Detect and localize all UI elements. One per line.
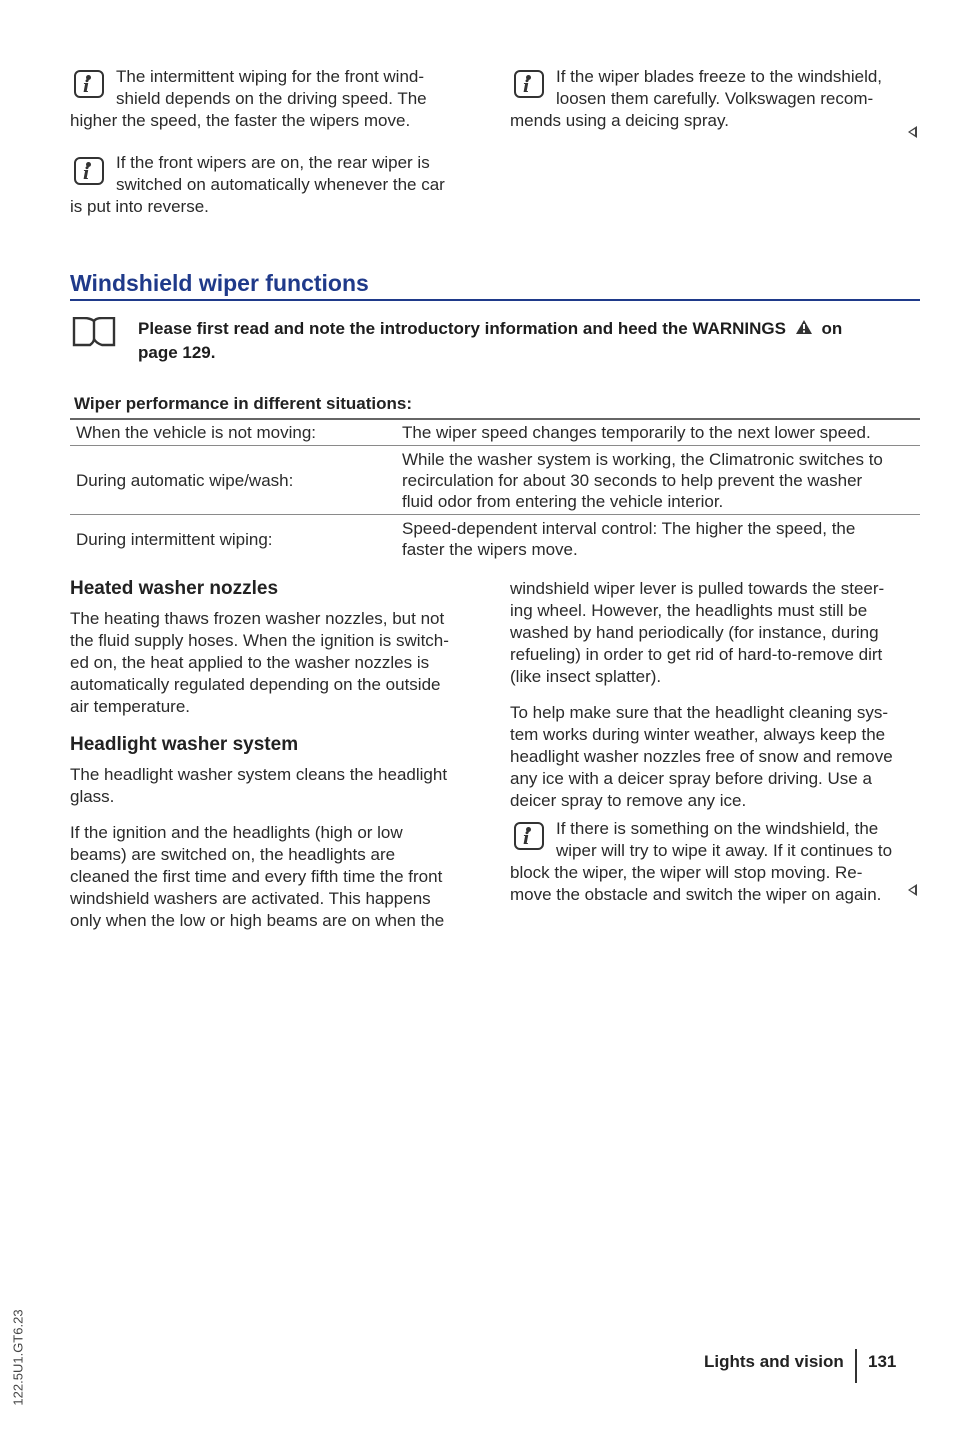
para-line: ed on, the heat applied to the washer nozzles is [70, 653, 430, 672]
para-line: ing wheel. However, the headlights must still be [510, 601, 868, 620]
table-heading: Wiper performance in different situations: [74, 394, 412, 413]
para-line: tem works during winter weather, always keep the [510, 725, 886, 744]
intro-page-ref[interactable]: page 129. [138, 343, 216, 362]
para-line: windshield washers are activated. This happens [70, 889, 431, 908]
footer-section-label: Lights and vision [704, 1352, 844, 1371]
cell-line: fluid odor from entering the vehicle interior. [402, 492, 724, 511]
table-row [70, 422, 920, 442]
section-title: Windshield wiper functions [70, 270, 369, 296]
note-line: is put into reverse. [70, 197, 209, 216]
para-line: To help make sure that the headlight cleaning sys- [510, 703, 889, 722]
left-column [70, 578, 480, 932]
section-divider [70, 299, 920, 301]
para-line: windshield wiper lever is pulled towards the steer- [510, 579, 885, 598]
intro-reference [138, 317, 918, 365]
para-line: refueling) in order to get rid of hard-to-remove dirt [510, 645, 883, 664]
note-line: higher the speed, the faster the wipers move. [70, 111, 411, 130]
para-line: The heating thaws frozen washer nozzles, but not [70, 609, 445, 628]
note-obstacle [510, 818, 930, 906]
headlight-washer-paragraph-3 [510, 578, 930, 688]
headlight-washer-paragraph-4 [510, 702, 930, 812]
note-line: If there is something on the windshield, the [556, 819, 879, 838]
para-line: The headlight washer system cleans the headlight [70, 765, 448, 784]
para-line: (like insect splatter). [510, 667, 662, 686]
back-arrow-icon [908, 126, 917, 138]
para-line: cleaned the first time and every fifth time the front [70, 867, 443, 886]
table-cell-situation: When the vehicle is not moving: [76, 423, 317, 442]
table-cell-behavior [402, 449, 914, 512]
cell-line: recirculation for about 30 seconds to help prevent the washer [402, 471, 863, 490]
note-line: wiper will try to wipe it away. If it continues to [556, 841, 893, 860]
note-line: move the obstacle and switch the wiper on again. [510, 885, 882, 904]
heated-nozzles-paragraph [70, 608, 480, 718]
note-intermittent-wiping [70, 66, 470, 132]
right-column [510, 578, 930, 812]
table-rule [70, 514, 920, 515]
para-line: automatically regulated depending on the outside [70, 675, 441, 694]
headlight-washer-heading: Headlight washer system [70, 734, 299, 755]
footer-divider [855, 1349, 857, 1383]
para-line: air temperature. [70, 697, 190, 716]
warning-triangle-icon [795, 319, 813, 335]
table-cell-situation: During automatic wipe/wash: [76, 471, 294, 490]
para-line: headlight washer nozzles free of snow and remove [510, 747, 893, 766]
note-line: shield depends on the driving speed. The [116, 89, 427, 108]
intro-on: on [821, 319, 843, 338]
headlight-washer-paragraph-2 [70, 822, 480, 932]
para-line: the fluid supply hoses. When the ignition is switch- [70, 631, 449, 650]
book-icon [72, 317, 116, 347]
para-line: beams) are switched on, the headlights are [70, 845, 396, 864]
table-rule [70, 445, 920, 446]
note-line: loosen them carefully. Volkswagen recom- [556, 89, 874, 108]
note-line: If the wiper blades freeze to the windshield, [556, 67, 883, 86]
intro-text: Please first read and note the introductory information and heed the WARNINGS [138, 319, 786, 338]
note-line: The intermittent wiping for the front wind- [116, 67, 425, 86]
para-line: glass. [70, 787, 115, 806]
table-row [70, 518, 920, 560]
headlight-washer-paragraph-1 [70, 764, 480, 808]
para-line: any ice with a deicer spray before driving. Use a [510, 769, 872, 788]
para-line: If the ignition and the headlights (high or low [70, 823, 403, 842]
cell-line: faster the wipers move. [402, 540, 578, 559]
note-line: switched on automatically whenever the car [116, 175, 445, 194]
note-rear-wiper [70, 152, 470, 218]
table-cell-situation: During intermittent wiping: [76, 530, 273, 549]
note-line: block the wiper, the wiper will stop moving. Re- [510, 863, 863, 882]
footer-page-number: 131 [868, 1352, 897, 1371]
note-line: If the front wipers are on, the rear wiper is [116, 153, 430, 172]
cell-line: While the washer system is working, the Climatronic switches to [402, 450, 883, 469]
cell-line: The wiper speed changes temporarily to the next lower speed. [402, 423, 871, 442]
back-arrow-icon [908, 884, 917, 896]
table-rule [70, 418, 920, 420]
note-frozen-blades [510, 66, 930, 132]
para-line: deicer spray to remove any ice. [510, 791, 747, 810]
note-line: mends using a deicing spray. [510, 111, 729, 130]
cell-line: Speed-dependent interval control: The higher the speed, the [402, 519, 856, 538]
heated-nozzles-heading: Heated washer nozzles [70, 578, 279, 599]
table-row [70, 449, 920, 512]
para-line: only when the low or high beams are on when the [70, 911, 445, 930]
table-cell-behavior [402, 422, 914, 443]
para-line: washed by hand periodically (for instance, during [510, 623, 879, 642]
table-cell-behavior [402, 518, 914, 560]
doc-code: 122.5U1.GT6.23 [10, 1309, 26, 1406]
